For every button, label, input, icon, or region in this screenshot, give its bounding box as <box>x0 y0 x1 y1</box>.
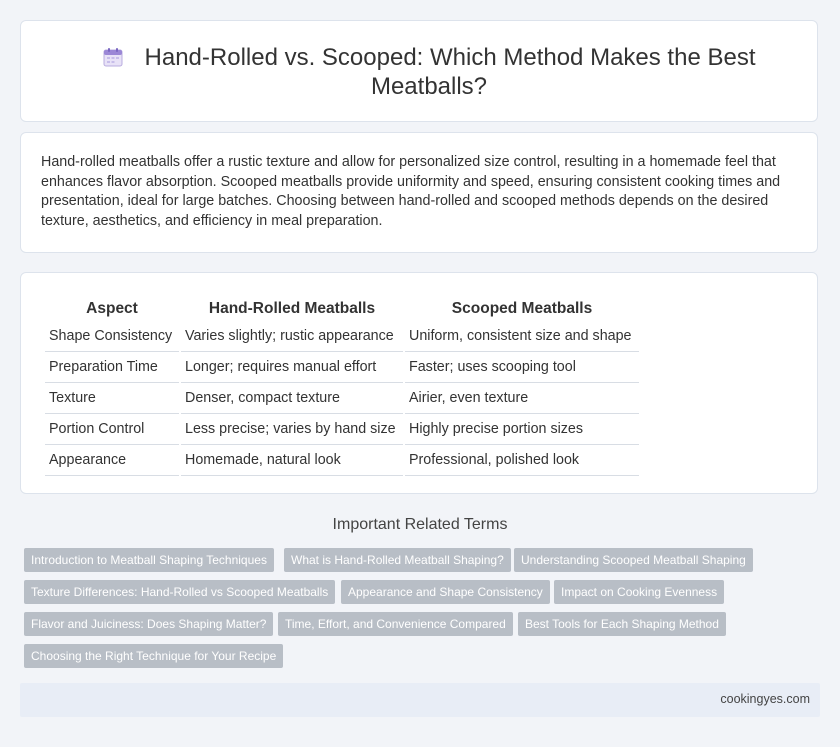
table-cell: Shape Consistency <box>45 321 179 352</box>
table-cell: Denser, compact texture <box>181 383 403 414</box>
table-cell: Appearance <box>45 445 179 476</box>
table-row <box>45 445 639 476</box>
table-cell: Less precise; varies by hand size <box>181 414 403 445</box>
title-card <box>20 20 818 122</box>
table-cell: Preparation Time <box>45 352 179 383</box>
comparison-card <box>20 272 818 494</box>
related-term-tag[interactable]: Choosing the Right Technique for Your Recipe <box>24 644 283 668</box>
column-header-aspect: Aspect <box>86 300 138 317</box>
table-header-row <box>45 295 639 321</box>
table-row <box>45 321 639 352</box>
table-cell: Varies slightly; rustic appearance <box>181 321 403 352</box>
related-term-tag[interactable]: Introduction to Meatball Shaping Techniques <box>24 548 274 572</box>
site-name[interactable]: cookingyes.com <box>720 692 810 706</box>
comparison-table <box>43 295 641 476</box>
table-cell: Portion Control <box>45 414 179 445</box>
page-title: Hand-Rolled vs. Scooped: Which Method Makes the Best Meatballs? <box>144 44 756 100</box>
related-term-tag[interactable]: Understanding Scooped Meatball Shaping <box>514 548 753 572</box>
table-cell: Uniform, consistent size and shape <box>405 321 639 352</box>
table-cell: Longer; requires manual effort <box>181 352 403 383</box>
related-term-tag[interactable]: Texture Differences: Hand-Rolled vs Scooped Meatballs <box>24 580 335 604</box>
related-term-tag[interactable]: Time, Effort, and Convenience Compared <box>278 612 513 636</box>
table-cell: Professional, polished look <box>405 445 639 476</box>
related-terms-heading: Important Related Terms <box>332 516 508 533</box>
table-cell: Highly precise portion sizes <box>405 414 639 445</box>
table-cell: Homemade, natural look <box>181 445 403 476</box>
table-row <box>45 352 639 383</box>
table-row <box>45 414 639 445</box>
column-header-hand-rolled: Hand-Rolled Meatballs <box>208 300 376 317</box>
related-term-tag[interactable]: Appearance and Shape Consistency <box>341 580 550 604</box>
related-term-tag[interactable]: Best Tools for Each Shaping Method <box>518 612 726 636</box>
table-cell: Airier, even texture <box>405 383 639 414</box>
footer <box>20 683 820 717</box>
table-cell: Texture <box>45 383 179 414</box>
related-term-tag[interactable]: Impact on Cooking Evenness <box>554 580 724 604</box>
calendar-icon <box>103 45 123 65</box>
related-term-tag[interactable]: Flavor and Juiciness: Does Shaping Matter? <box>24 612 273 636</box>
table-row <box>45 383 639 414</box>
intro-paragraph: Hand-rolled meatballs offer a rustic texture and allow for personalized size control, resulting in a homemade feel that enhances flavor absorption. Scooped meatballs provide uniformity and speed, ensuring consistent cooking times and presentation, ideal for large batches. Choosing between hand-rolled and scooped methods depends on the desired texture, aesthetics, and efficiency in meal preparation. <box>41 154 781 229</box>
intro-card <box>20 132 818 253</box>
page-title-wrap <box>81 43 777 101</box>
table-cell: Faster; uses scooping tool <box>405 352 639 383</box>
related-term-tag[interactable]: What is Hand-Rolled Meatball Shaping? <box>284 548 511 572</box>
column-header-scooped: Scooped Meatballs <box>451 300 593 317</box>
